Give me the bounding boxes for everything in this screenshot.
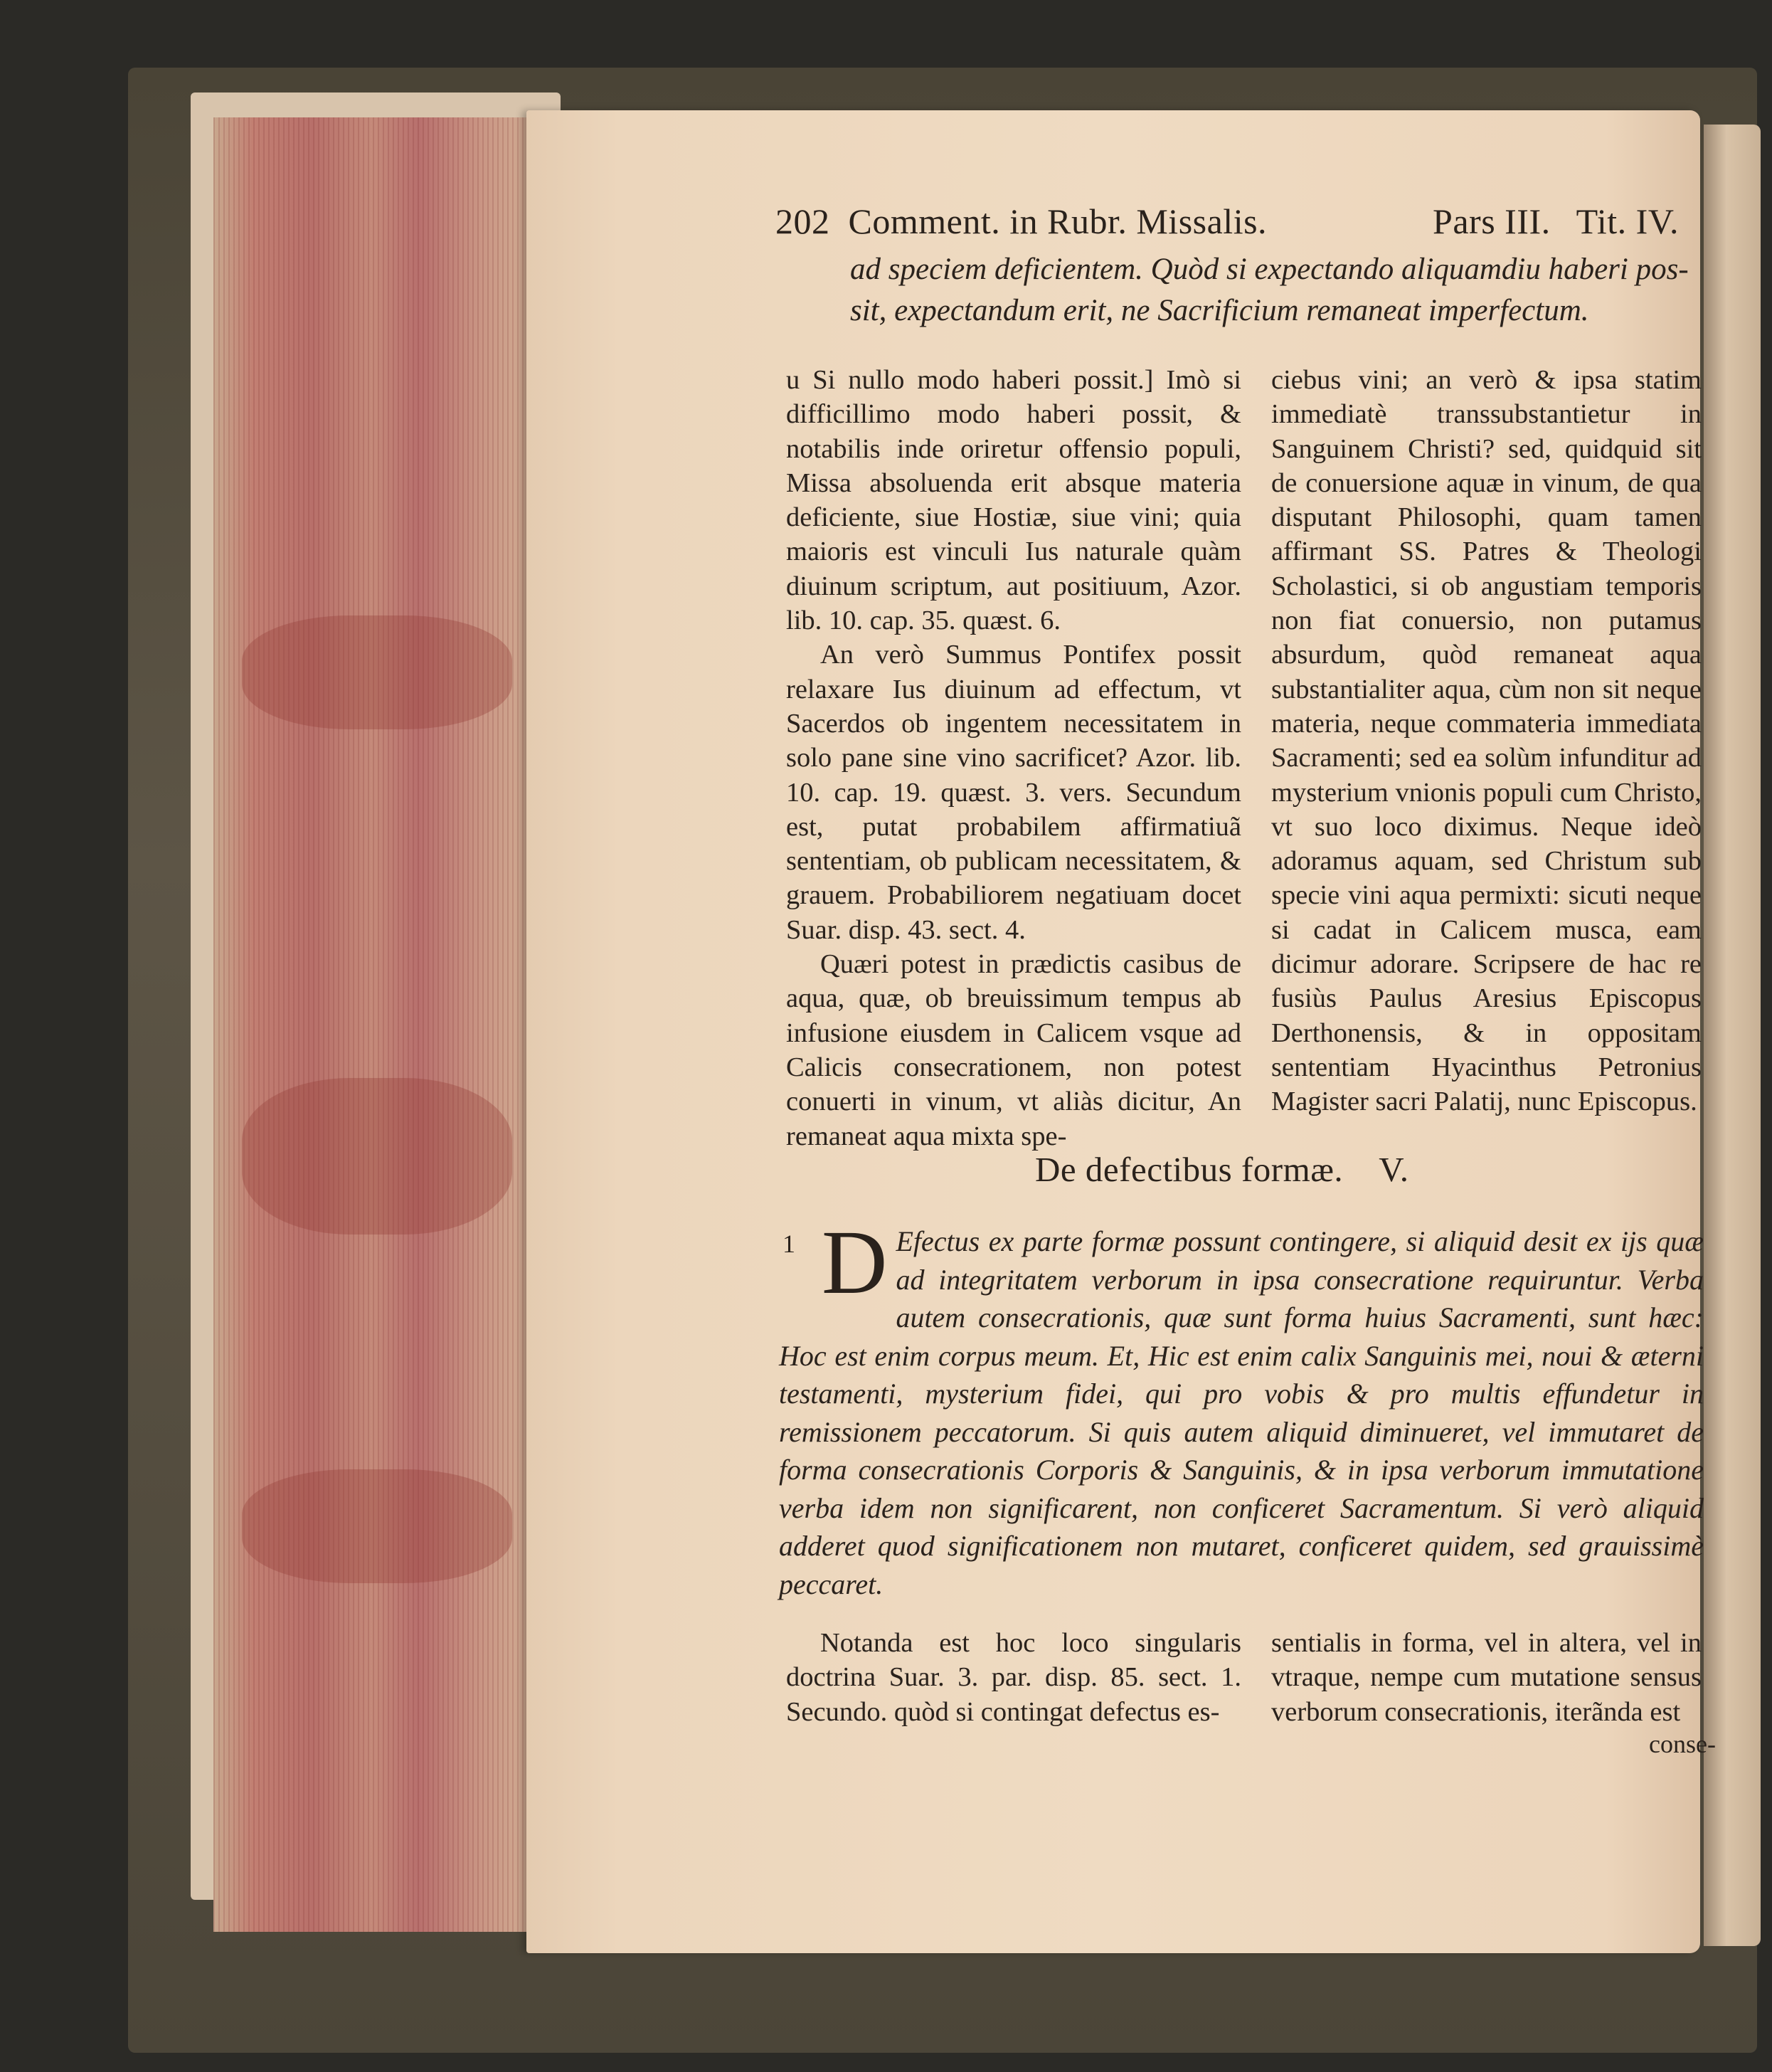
section-title: De defectibus formæ. [1035,1150,1344,1189]
bottom-right-column [1271,1626,1702,1729]
catchword: conse- [1649,1730,1716,1758]
page-number: 202 [775,201,830,241]
bottom-left-column [786,1626,1241,1729]
left-paragraph: An verò Summus Pontifex possit relaxare Ius diuinum ad effectum, vt Sacerdos ob ingentem necessitatem in solo pane sine vino sacrificet? Azor. lib. 10. cap. 19. quæst. 3. vers. Secundum est, putat probabilem affirmatiuã sententiam, ob publicam necessitatem, & grauem. Probabiliorem negatiuam docet Suar. disp. 43. sect. 4. [786,640,1241,945]
header-title: Comment. in Rubr. Missalis. [848,201,1268,241]
rubric-section-text: Efectus ex parte formæ possunt contingere, si aliquid desit ex ijs quæ ad integritatem verborum in ipsa consecratione requiruntur. Verba autem consecrationis, quæ sunt forma huius Sacramenti, sunt hæc: Hoc est enim corpus meum. Et, Hic est enim calix Sanguinis mei, noui & æterni testamenti, mysterium fidei, qui pro vobis & pro multis effundetur in remissionem peccatorum. Si quis autem aliquid diminueret, vel immutaret de forma consecrationis Corporis & Sanguinis, & in ipsa verborum immutatione verba idem non significarent, non conficeret Sacramentum. Si verò aliquid adderet quod significationem non mutaret, conficeret quidem, sed grauissimè peccaret. [779,1225,1704,1600]
right-paragraph: ciebus vini; an verò & ipsa statim immediatè transsubstantietur in Sanguinem Christi? sed, quidquid sit de conuersione aquæ in vinum, de qua disputant Philosophi, quam tamen affirmant SS. Patres & Theologi Scholastici, si ob angustiam temporis non fiat conuersio, non putamus absurdum, quòd remaneat aqua substantialiter aqua, cùm non sit neque materia, neque commateria immediata Sacramenti; sed ea solùm infunditur ad mysterium vnionis populi cum Christo, vt suo loco diximus. Neque ideò adoramus aquam, sed Christum sub specie vini aqua permixti: sicuti neque si cadat in Calicem musca, eam dicimur adorare. Scripsere de hac re fusiùs Paulus Aresius Episcopus Derthonensis, & in oppositam sententiam Hyacinthus Petronius Magister sacri Palatij, nunc Episcopus. [1271,365,1702,1117]
edge-stain [242,1078,512,1235]
rubric-top-line2: sit, expectandum erit, ne Sacrificium remaneat imperfectum. [850,294,1589,327]
rubric-top [850,249,1700,332]
section-numeral: V. [1379,1150,1409,1189]
header-titulus: Tit. IV. [1576,201,1679,241]
bottom-right-text: sentialis in forma, vel in altera, vel in vtraque, nempe cum mutatione sensus verborum consecrationis, iterãnda est [1271,1628,1702,1727]
left-paragraph: Quæri potest in prædictis casibus de aqua, quæ, ob breuissimum tempus ab infusione eiusdem in Calicem vsque ad Calicis consecrationem, non potest conuerti in vinum, vt aliàs dicitur, An remaneat aqua mixta spe- [786,949,1241,1151]
right-column [1271,363,1702,1119]
header-part: Pars III. [1433,201,1551,241]
left-paragraph: u Si nullo modo haberi possit.] Imò si difficillimo modo haberi possit, & notabilis inde oriretur offensio populi, Missa absoluenda erit absque materia deficiente, siue Hostiæ, siue vini; quia maioris est vinculi Ius naturale quàm diuinum scriptum, aut positiuum, Azor. lib. 10. cap. 35. quæst. 6. [786,365,1241,636]
facing-page-edge [1704,125,1761,1946]
page-block-edge [213,117,544,1932]
left-column [786,363,1241,1153]
section-heading [1035,1149,1409,1190]
rubric-section [779,1212,1704,1603]
bottom-left-text: Notanda est hoc loco singularis doctrina Suar. 3. par. disp. 85. sect. 1. Secundo. quòd si contingat defectus es- [786,1628,1241,1727]
edge-stain [242,615,512,729]
rubric-top-line1: ad speciem deficientem. Quòd si expectando aliquamdiu haberi pos- [850,253,1689,286]
running-header [775,201,1679,242]
paragraph-number: 1 [782,1230,795,1258]
edge-stain [242,1469,512,1583]
drop-cap: D [822,1212,888,1313]
